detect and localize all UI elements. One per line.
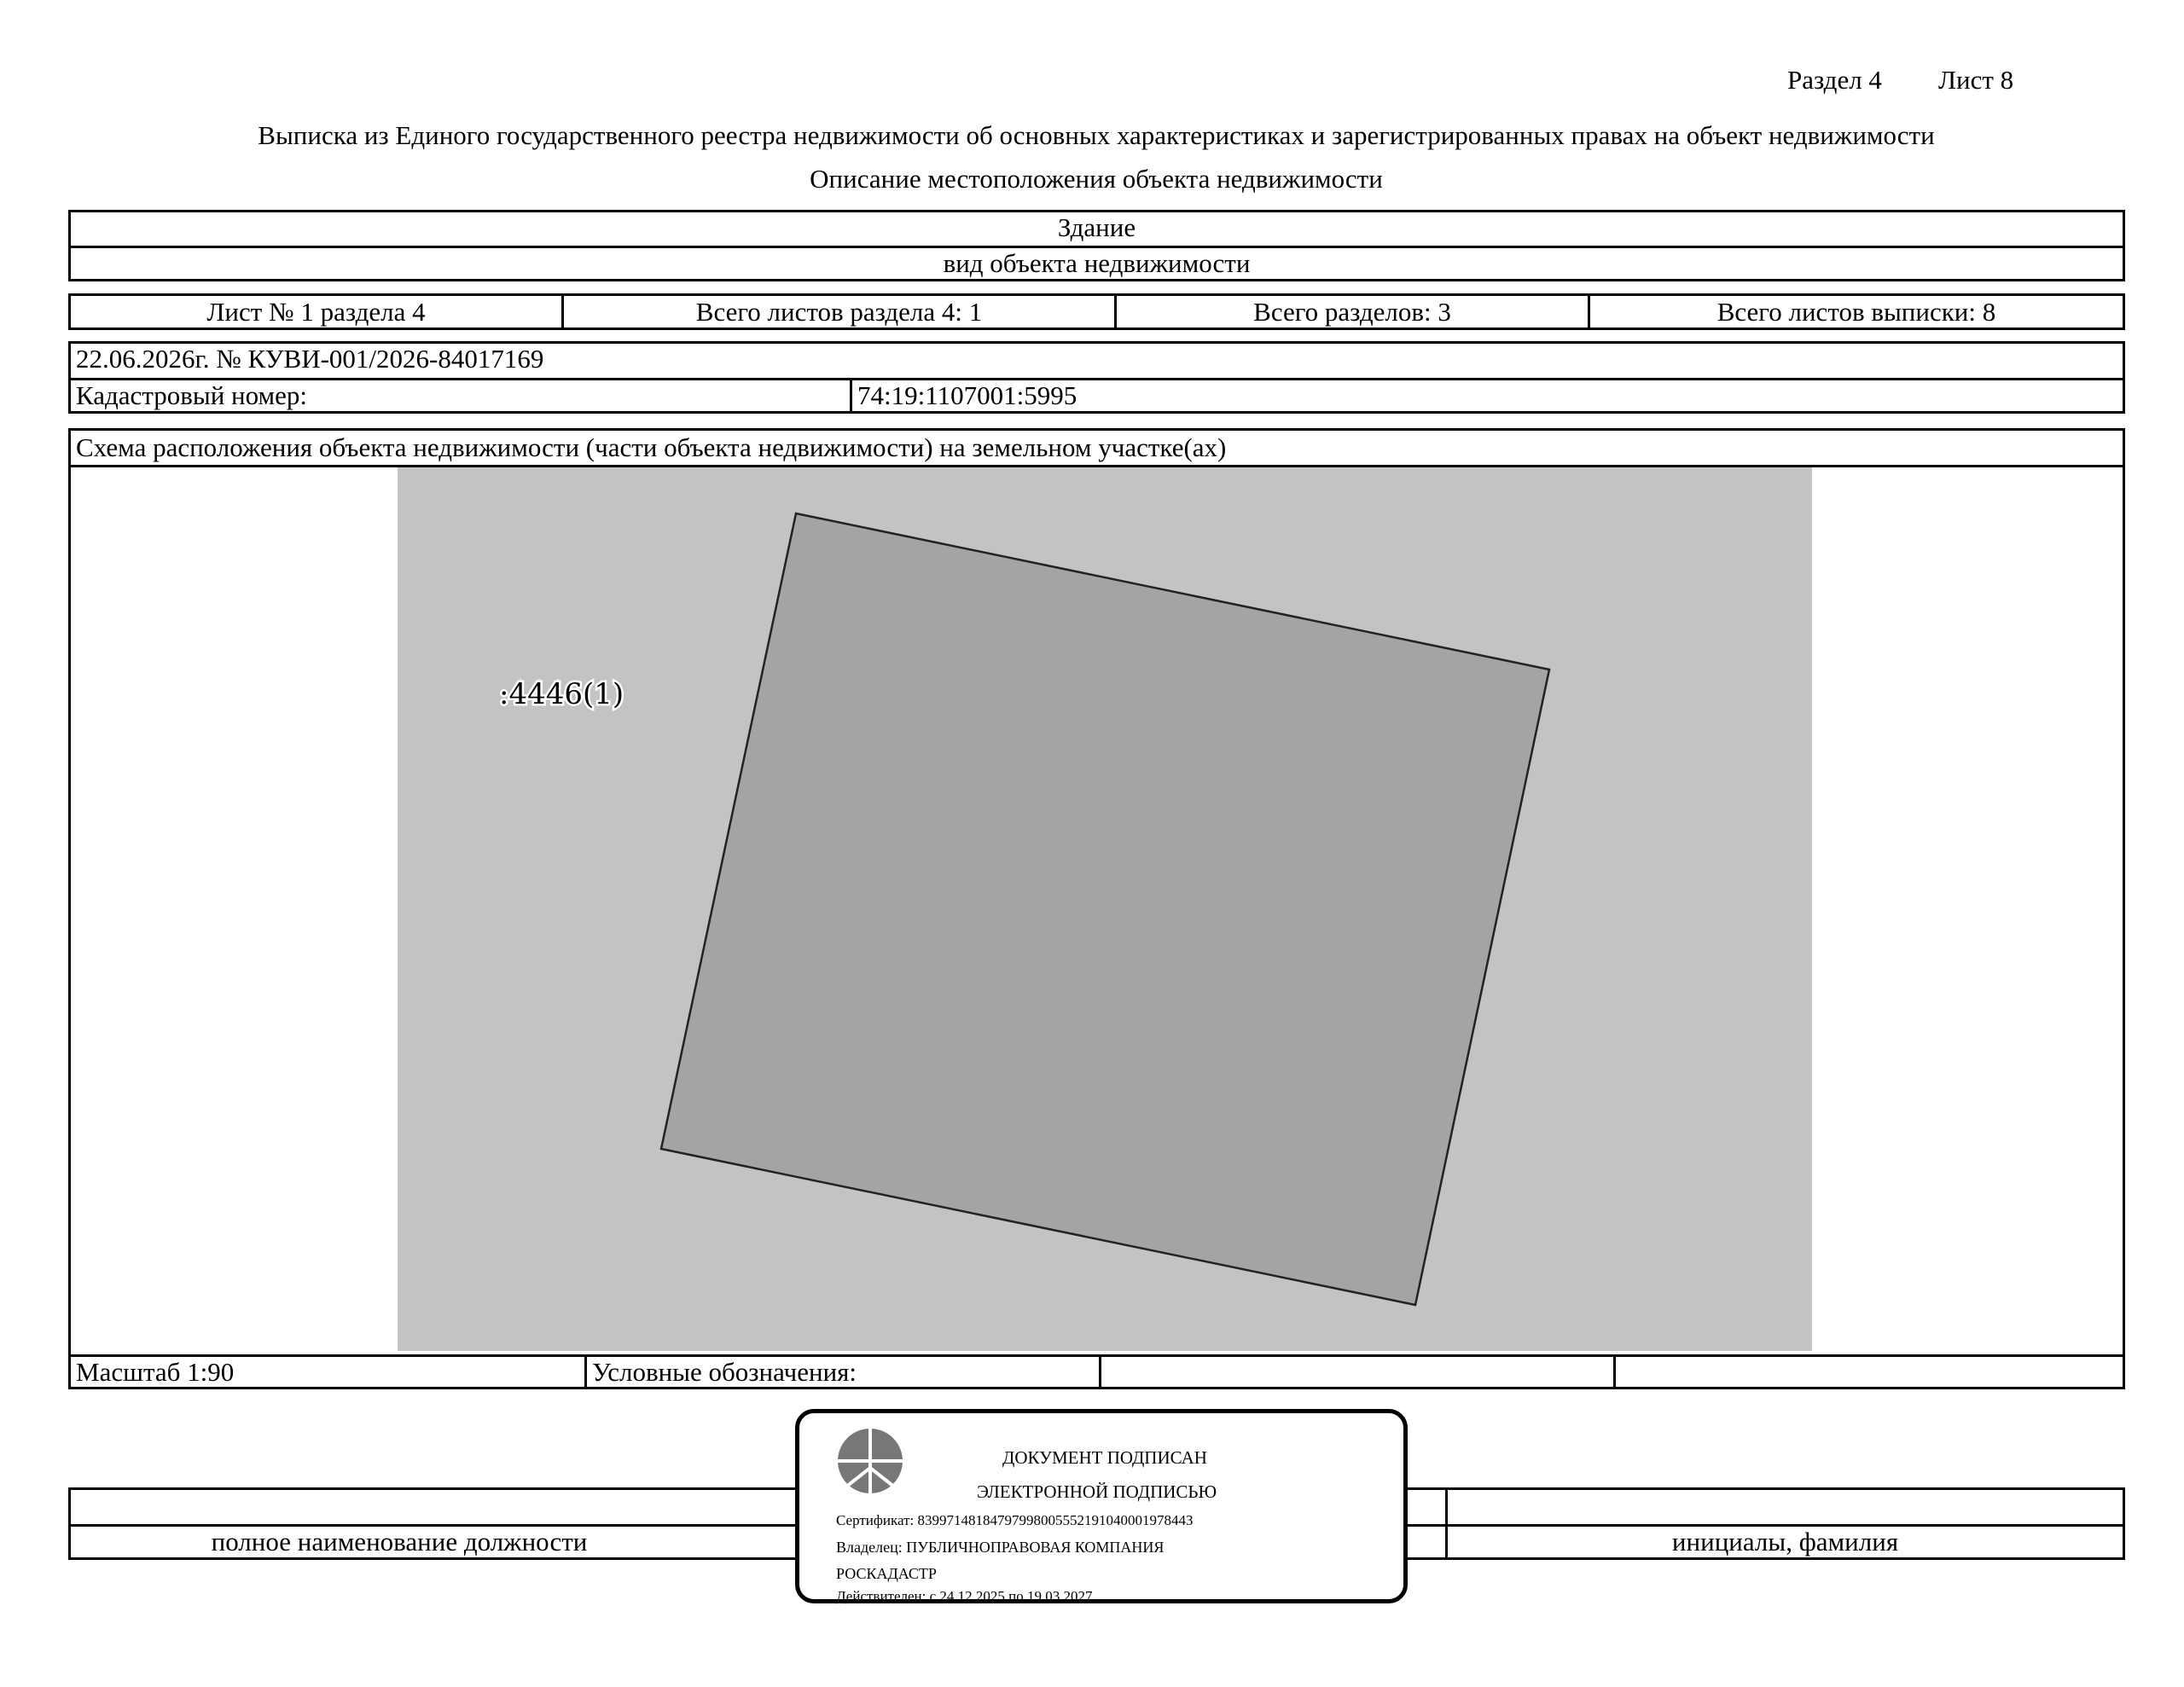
cadastral-value: 74:19:1107001:5995 [857,380,1077,410]
stamp-line-2: ЭЛЕКТРОННОЙ ПОДПИСЬЮ [977,1481,1217,1502]
scale-label: Масштаб 1:90 [76,1356,235,1387]
sheet-number: Лист № 1 раздела 4 [206,296,426,327]
date-number: 22.06.2026г. № КУВИ-001/2026-84017169 [76,344,544,374]
scheme-map [398,467,1812,1351]
stamp-certificate: Сертификат: 8399714818479799800555219104000197844З [836,1512,1194,1528]
object-type-value: Здание [1057,212,1136,242]
name-caption: инициалы, фамилия [1671,1527,1899,1557]
scheme-title: Схема расположения объекта недвижимости (части объекта недвижимости) на земельном участке(ах) [76,432,1227,462]
roskadastr-logo [836,1427,904,1495]
legend-cell-empty [1101,1357,1613,1387]
sheet-info-row [68,293,2125,330]
stamp-line-1: ДОКУМЕНТ ПОДПИСАН [1002,1447,1207,1468]
position-caption: полное наименование должности [211,1527,588,1557]
total-sections: Всего разделов: 3 [1253,296,1451,327]
object-type-box [68,210,2125,281]
stamp-valid: Действителен: с 24.12.2025 по 19.03.2027 [836,1588,1093,1604]
document-subtitle: Описание местоположения объекта недвижимости [810,164,1383,194]
object-type-caption: вид объекта недвижимости [943,248,1251,278]
doc-info-box [68,341,2125,414]
legend-cell-empty-2 [1616,1357,2123,1387]
stamp-owner-1: Владелец: ПУБЛИЧНОПРАВОВАЯ КОМПАНИЯ [836,1539,1165,1556]
total-sheets: Всего листов выписки: 8 [1716,296,1996,327]
stamp-owner-2: РОСКАДАСТР [836,1565,937,1582]
total-section-sheets: Всего листов раздела 4: 1 [695,296,983,327]
e-signature-stamp [795,1409,1408,1603]
cadastral-label: Кадастровый номер: [76,380,308,410]
section-label: Раздел 4 [1787,65,1882,95]
sheet-label: Лист 8 [1938,65,2014,95]
legend-label: Условные обозначения: [592,1356,857,1387]
document-title: Выписка из Единого государственного реестра недвижимости об основных характеристиках и зарегистрированных правах на объект недвижимости [258,120,1935,150]
parcel-label: :4446(1) [499,677,624,711]
